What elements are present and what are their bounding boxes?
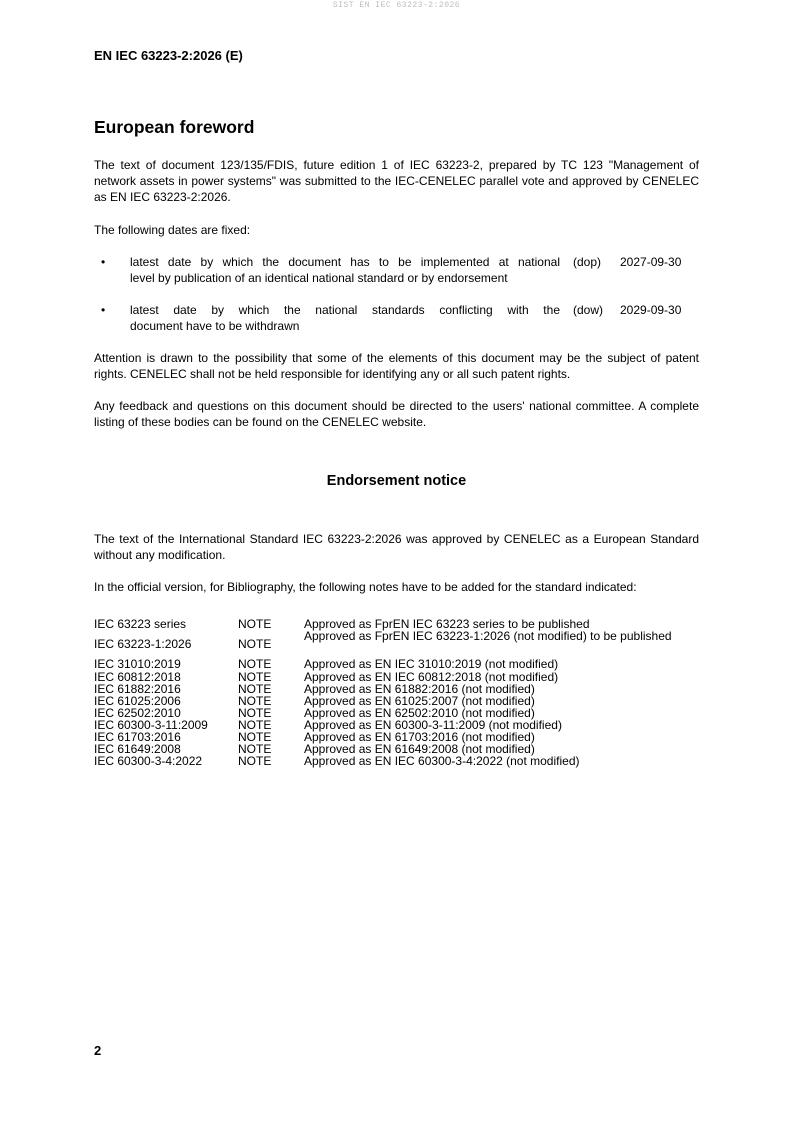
date-item-description [130,302,560,334]
note-reference: IEC 62502:2010 [94,706,181,720]
note-text: Approved as EN IEC 60300-3-4:2022 (not modified) [304,754,580,768]
note-reference: IEC 60300-3-4:2022 [94,754,203,768]
note-reference: IEC 61882:2016 [94,682,181,696]
endorsement-paragraph-1: The text of the International Standard IEC 63223-2:2026 was approved by CENELEC as a European Standard without any modification. [94,532,699,562]
note-label: NOTE [238,682,272,696]
foreword-paragraph-2: The following dates are fixed: [94,223,251,237]
foreword-paragraph-3: Attention is drawn to the possibility that some of the elements of this document may be the subject of patent rights. CENELEC shall not be held responsible for identifying any or all such patent rights. [94,351,699,381]
note-reference: IEC 63223-1:2026 [94,637,192,651]
note-reference: IEC 60300-3-11:2009 [94,718,208,732]
foreword-paragraph-1: The text of document 123/135/FDIS, future edition 1 of IEC 63223-2, prepared by TC 123 "Management of network assets in power systems" was submitted to the IEC-CENELEC parallel vote and approved by CENELEC as EN IEC 63223-2:2026. [94,158,699,204]
note-label: NOTE [238,730,272,744]
note-text: Approved as EN IEC 60812:2018 (not modified) [304,670,559,684]
note-label: NOTE [238,706,272,720]
date-item-date: 2029-09-30 [620,303,682,317]
note-label: NOTE [238,718,272,732]
page-number: 2 [94,1043,102,1058]
date-item-date: 2027-09-30 [620,255,682,269]
note-text: Approved as EN 62502:2010 (not modified) [304,706,535,720]
date-item-line-2: document have to be withdrawn [130,319,300,333]
note-text: Approved as EN 61882:2016 (not modified) [304,682,535,696]
note-reference: IEC 61649:2008 [94,742,181,756]
note-label: NOTE [238,742,272,756]
watermark: SIST EN IEC 63223-2:2026 [332,1,461,10]
date-item-description [130,254,560,286]
note-label: NOTE [238,670,272,684]
note-label: NOTE [238,617,272,631]
note-text: Approved as FprEN IEC 63223 series to be published [304,617,590,631]
note-text: Approved as EN 61703:2016 (not modified) [304,730,535,744]
date-item-code: (dow) [573,303,604,317]
endorsement-title: Endorsement notice [326,473,467,489]
bullet-icon: • [101,255,106,269]
document-header: EN IEC 63223-2:2026 (E) [94,48,243,63]
note-reference: IEC 61025:2006 [94,694,181,708]
date-item-line-1: latest date by which the document has to be implemented at national [130,255,560,269]
date-item-line-2: level by publication of an identical national standard or by endorsement [130,271,508,285]
note-label: NOTE [238,657,272,671]
note-label: NOTE [238,694,272,708]
note-reference: IEC 61703:2016 [94,730,181,744]
note-text: Approved as EN IEC 31010:2019 (not modified) [304,657,559,671]
note-text: Approved as FprEN IEC 63223-1:2026 (not modified) to be published [304,629,672,643]
note-text: Approved as EN 60300-3-11:2009 (not modified) [304,718,562,732]
endorsement-paragraph-2: In the official version, for Bibliography, the following notes have to be added for the standard indicated: [94,580,637,594]
foreword-paragraph-4: Any feedback and questions on this document should be directed to the users' national committee. A complete listing of these bodies can be found on the CENELEC website. [94,399,699,429]
note-reference: IEC 31010:2019 [94,657,181,671]
bullet-icon: • [101,303,106,317]
date-item-line-1: latest date by which the national standards conflicting with the [130,303,560,317]
note-text: Approved as EN 61025:2007 (not modified) [304,694,535,708]
note-label: NOTE [238,637,272,651]
foreword-title: European foreword [94,117,255,137]
note-reference: IEC 60812:2018 [94,670,181,684]
note-reference: IEC 63223 series [94,617,187,631]
note-label: NOTE [238,754,272,768]
date-item-code: (dop) [573,255,602,269]
note-text: Approved as EN 61649:2008 (not modified) [304,742,535,756]
